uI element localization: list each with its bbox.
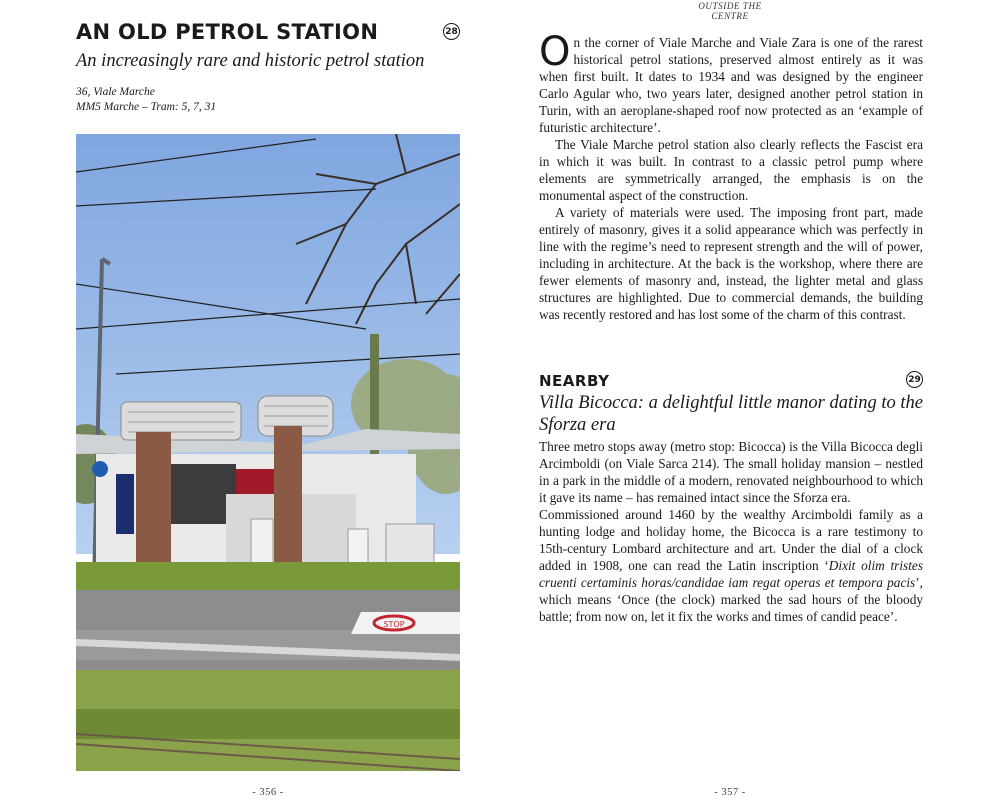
road-marking-text: STOP bbox=[383, 620, 405, 629]
latin-inscription: Dixit olim tristes cruenti certaminis horas/candidae iam regat operas et tempora pacis bbox=[539, 558, 923, 590]
transport-info: MM5 Marche – Tram: 5, 7, 31 bbox=[76, 101, 217, 114]
title-row bbox=[76, 18, 460, 46]
nearby-heading: NEARBY bbox=[539, 372, 610, 390]
entry-number-badge: 28 bbox=[443, 23, 460, 40]
running-header: OUTSIDE THE CENTRE bbox=[698, 1, 762, 21]
main-article bbox=[539, 29, 923, 323]
address-block bbox=[76, 85, 460, 115]
right-page bbox=[539, 29, 923, 625]
entry-subtitle: An increasingly rare and historic petrol station bbox=[76, 51, 425, 72]
nearby-section bbox=[539, 371, 923, 625]
dropcap: O bbox=[539, 29, 571, 75]
street-address: 36, Viale Marche bbox=[76, 86, 155, 99]
road-sign bbox=[92, 461, 108, 477]
entry-title: AN OLD PETROL STATION bbox=[76, 20, 379, 44]
petrol-station-photo bbox=[76, 134, 460, 771]
nearby-number-badge: 29 bbox=[906, 371, 923, 388]
grass-verge bbox=[76, 562, 460, 590]
page-number-left: - 356 - bbox=[252, 787, 284, 798]
paragraph-2: The Viale Marche petrol station also clearly reflects the Fascist era in which it was built. In contrast to a classic petrol pump where elements are symmetrically arranged, the emphasis is on the monumental aspect of the construction. bbox=[539, 137, 923, 203]
nearby-paragraph-2: Commissioned around 1460 by the wealthy Arcimboldi family as a hunting lodge and holiday home, the Bicocca is a rare testimony to 15th-century Lombard architecture and art. Under the dial of a clock added in 1908, one can read the Latin inscription ‘Dixit olim tristes cruenti certaminis horas/candidae iam regat operas et tempora pacis’, which means ‘Once (the clock) marked the sad hours of the bloody battle; from now on, let it fix the works and times of candid peace’. bbox=[539, 507, 923, 624]
nearby-paragraph-1: Three metro stops away (metro stop: Bicocca) is the Villa Bicocca degli Arcimboldi (on Viale Sarca 214). The small holiday mansion – nestled in a park in the middle of a modern, renovated neighbourhood to which it gave its name – has remained intact since the Sforza era. bbox=[539, 439, 923, 505]
nearby-subtitle: Villa Bicocca: a delightful little manor dating to the Sforza era bbox=[539, 393, 923, 435]
page-number-right: - 357 - bbox=[714, 787, 746, 798]
fuel-pump bbox=[251, 519, 273, 564]
paragraph-1: On the corner of Viale Marche and Viale Zara is one of the rarest historical petrol stations, preserved almost entirely as it was when first built. It dates to 1934 and was designed by the engineer Carlo Agular who, two years later, designed another petrol station in Turin, with an aeroplane-shaped roof now protected as an ‘example of futuristic architecture’. bbox=[539, 29, 923, 135]
left-page bbox=[76, 18, 460, 115]
paragraph-3: A variety of materials were used. The imposing front part, made entirely of masonry, gives it a solid appearance which was perfectly in line with the regime’s need to represent strength and the will of power, including in architecture. At the back is the workshop, where there are fewer elements of masonry and, instead, the lighter metal and glass structures are highlighted. Due to commercial demands, the building was recently restored and has lost some of the charm of this contrast. bbox=[539, 205, 923, 322]
